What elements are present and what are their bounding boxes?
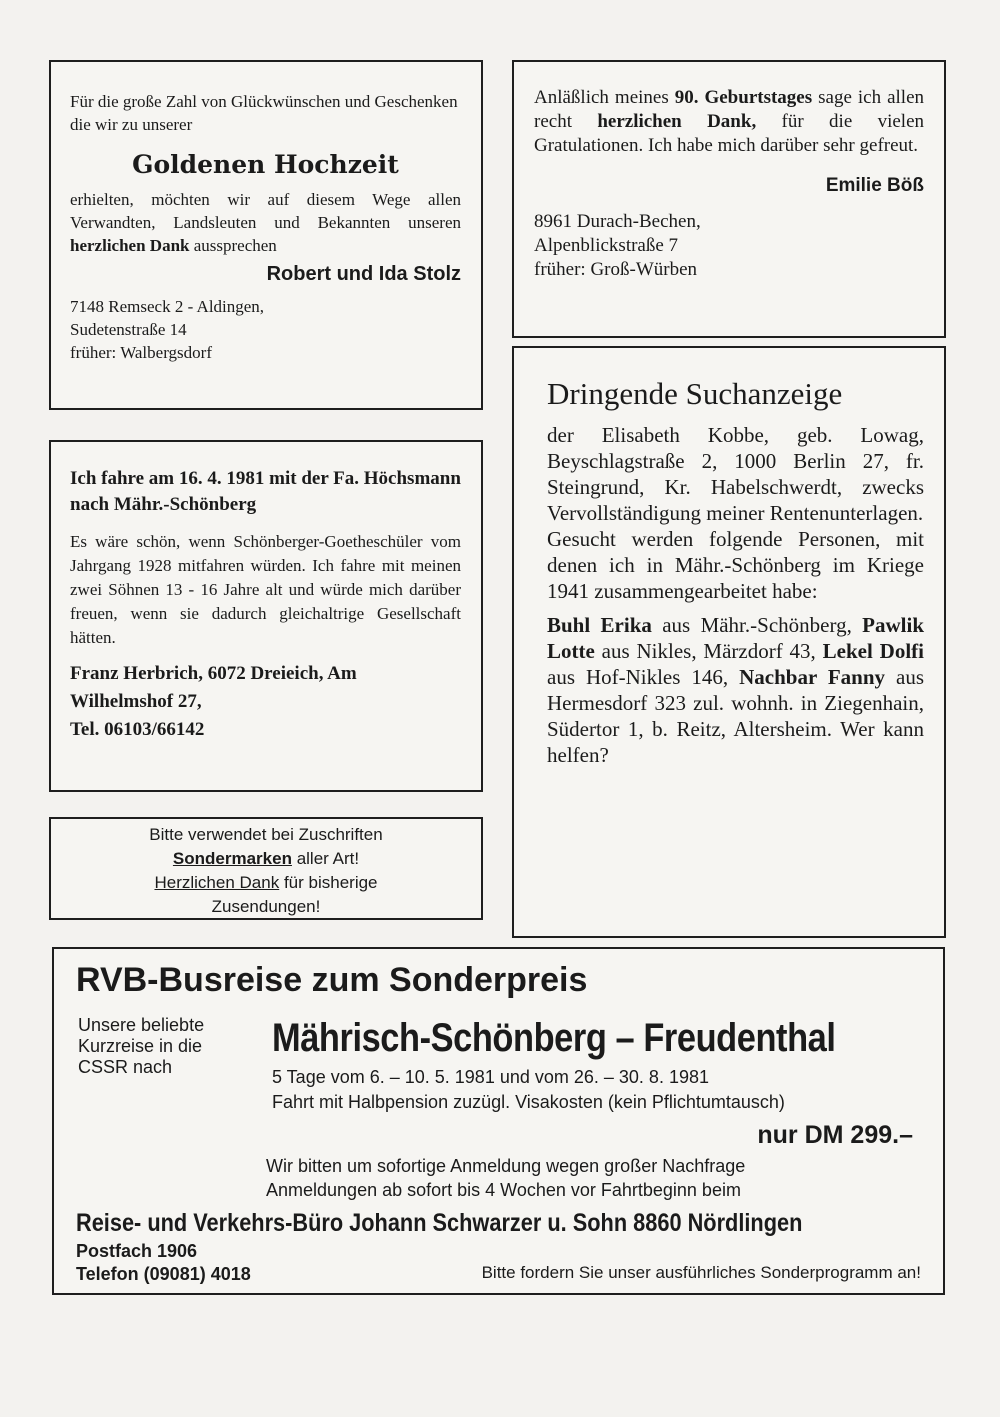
bus-trip-ad (52, 947, 945, 1295)
person-name: Pawlik Lotte (547, 613, 925, 663)
bus-trip-details: Fahrt mit Halbpension zuzügl. Visakosten (kein Pflichtumtausch) (272, 1092, 785, 1112)
stamps-notice-line-3 (61, 871, 471, 895)
trip-ad-contact-3: Tel. 06103/66142 (70, 719, 205, 740)
golden-wedding-thanks: herzlichen Dank (70, 236, 190, 255)
person-origin: aus Hof-Nikles 146, (547, 665, 729, 689)
trip-ad (49, 440, 483, 792)
search-ad-headline: Dringende Suchanzeige (547, 376, 843, 411)
person-origin: aus Hermesdorf 323 zul. wohnh. in Ziegenhain, Südertor 1, b. Reitz, Altersheim. Wer kann helfen? (547, 665, 925, 767)
golden-wedding-body-text: erhielten, möchten wir auf diesem Wege allen Verwandten, Landsleuten und Bekannten unseren (70, 190, 461, 232)
stamps-notice-line-2-rest: aller Art! (296, 849, 360, 868)
golden-wedding-address-2: Sudetenstraße 14 (70, 320, 187, 339)
search-ad-paragraph-2: Gesucht werden folgende Personen, mit denen ich in Mähr.-Schönberg im Kriege 1941 zusammengearbeitet habe: (547, 527, 924, 603)
birthday-address-3: früher: Groß-Würben (534, 259, 698, 280)
stamps-notice-emphasis: Sondermarken (172, 849, 292, 868)
trip-ad-body: Es wäre schön, wenn Schönberger-Goetheschüler vom Jahrgang 1928 mitfahren würden. Ich fahre mit meinen zwei Söhnen 13 - 16 Jahre alt und würde mich darüber freuen, wenn sie dadurch gleichaltrige Gesellschaft hätten. (70, 532, 461, 647)
birthday-signature: Emilie Böß (825, 175, 924, 196)
birthday-text-a: Anläßlich meines (534, 87, 669, 108)
bus-trip-request (266, 1154, 745, 1202)
golden-wedding-body (70, 188, 461, 257)
bus-trip-dates: 5 Tage vom 6. – 10. 5. 1981 und vom 26. – 30. 8. 1981 (272, 1067, 709, 1087)
golden-wedding-address-3: früher: Walbergsdorf (70, 343, 212, 362)
trip-ad-contact-1: Franz Herbrich, 6072 Dreieich, Am (70, 663, 357, 684)
bus-trip-request-2: Anmeldungen ab sofort bis 4 Wochen vor Fahrtbeginn beim (266, 1180, 741, 1200)
stamps-notice-line-3-rest: für bisherige (283, 873, 378, 892)
stamps-notice-line-2 (61, 847, 471, 871)
birthday-text-d: herzlichen Dank, (597, 111, 757, 132)
birthday-text-b: 90. Geburtstages (674, 87, 813, 108)
bus-trip-telephone: Telefon (09081) 4018 (76, 1264, 251, 1284)
bus-trip-company: Reise- und Verkehrs-Büro Johann Schwarzer u. Sohn 8860 Nördlingen (76, 1209, 803, 1237)
stamps-notice-line-1: Bitte verwendet bei Zuschriften (149, 825, 383, 844)
birthday-thanks-ad (512, 60, 946, 338)
stamps-notice (49, 817, 483, 920)
golden-wedding-body-end: aussprechen (193, 236, 277, 255)
bus-trip-intro-3: CSSR nach (78, 1057, 173, 1077)
trip-ad-contact (70, 660, 461, 744)
birthday-text-c: sage ich allen recht (534, 87, 925, 132)
trip-ad-headline: Ich fahre am 16. 4. 1981 mit der Fa. Höchsmann nach Mähr.-Schönberg (70, 468, 461, 515)
search-ad-persons (547, 612, 924, 768)
bus-trip-intro-2: Kurzreise in die (78, 1036, 203, 1056)
bus-trip-postfach: Postfach 1906 (76, 1241, 198, 1261)
person-name: Nachbar Fanny (739, 665, 886, 689)
golden-wedding-intro: Für die große Zahl von Glückwünschen und Geschenken die wir zu unserer (70, 92, 458, 134)
birthday-address-2: Alpenblickstraße 7 (534, 235, 679, 256)
person-name: Buhl Erika (547, 613, 652, 637)
search-ad (512, 346, 946, 938)
person-origin: aus Nikles, Märzdorf 43, (601, 639, 816, 663)
golden-wedding-ad (49, 60, 483, 410)
stamps-notice-line-4: Zusendungen! (211, 897, 321, 916)
stamps-notice-thanks: Herzlichen Dank (154, 873, 280, 892)
search-ad-paragraph-1: der Elisabeth Kobbe, geb. Lowag, Beyschlagstraße 2, 1000 Berlin 27, fr. Steingrund, Kr. Habelschwerdt, zwecks Vervollständigung meiner Rentenunterlagen. (547, 423, 924, 525)
birthday-address-1: 8961 Durach-Bechen, (534, 211, 701, 232)
birthday-thanks-text (534, 86, 924, 158)
person-name: Lekel Dolfi (822, 639, 924, 663)
birthday-text-e: für die vielen Gratulationen. Ich habe mich darüber sehr gefreut. (534, 111, 925, 156)
bus-trip-intro (78, 1015, 258, 1078)
bus-trip-program-note: Bitte fordern Sie unser ausführliches Sonderprogramm an! (481, 1263, 921, 1282)
person-origin: aus Mähr.-Schönberg, (662, 613, 852, 637)
trip-ad-contact-2: Wilhelmshof 27, (70, 691, 202, 712)
golden-wedding-address-1: 7148 Remseck 2 - Aldingen, (70, 297, 265, 316)
bus-trip-title: RVB-Busreise zum Sonderpreis (76, 961, 588, 999)
bus-trip-request-1: Wir bitten um sofortige Anmeldung wegen großer Nachfrage (266, 1156, 746, 1176)
golden-wedding-headline: Goldenen Hochzeit (132, 150, 399, 179)
bus-trip-destination: Mährisch-Schönberg – Freudenthal (272, 1016, 836, 1060)
bus-trip-price: nur DM 299.– (757, 1121, 913, 1149)
bus-trip-intro-1: Unsere beliebte (78, 1015, 205, 1035)
golden-wedding-signature: Robert und Ida Stolz (266, 263, 461, 285)
